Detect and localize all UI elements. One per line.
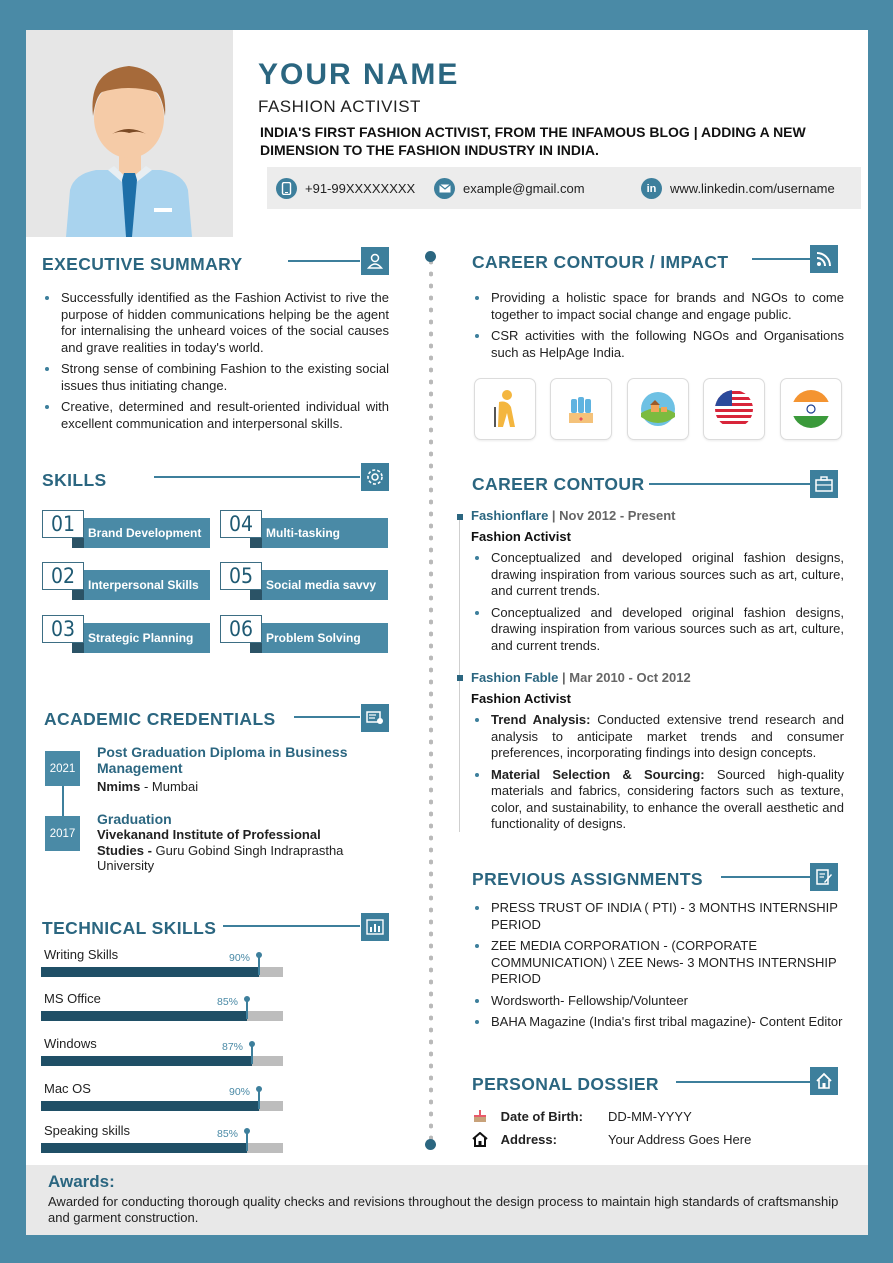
edu-location: Guru Gobind Singh Indraprastha University (97, 842, 344, 873)
user-icon (361, 247, 389, 275)
job-role: Fashion Activist (471, 691, 571, 706)
skill-item (220, 510, 388, 546)
address-value: Your Address Goes Here (608, 1132, 752, 1147)
skill-shadow (250, 590, 262, 600)
career-impact-heading: CAREER CONTOUR / IMPACT (472, 252, 729, 272)
contact-linkedin[interactable] (641, 178, 835, 199)
career-timeline-rule (459, 514, 460, 832)
skill-shadow (72, 643, 84, 653)
tech-skill-bar (41, 1056, 283, 1066)
skill-label: Brand Development (72, 518, 210, 548)
skill-label: Multi-tasking (250, 518, 388, 548)
edu-year-badge: 2017 (45, 816, 80, 851)
list-item: Wordsworth- Fellowship/Volunteer (472, 993, 844, 1010)
tech-skill-percent: 85% (217, 1128, 239, 1140)
list-item: Creative, determined and result-oriented individual with excellent communication and interpersonal skills. (42, 399, 389, 432)
skill-number: 01 (42, 510, 84, 538)
usa-flag-icon (703, 378, 765, 440)
section-rule (154, 476, 360, 478)
job-company: Fashionflare (471, 508, 549, 523)
list-item: Trend Analysis: Conducted extensive trend research and analysis to anticipate market trends and consumer preferences, incorporating findings into design concepts. (472, 712, 844, 762)
executive-summary-list (42, 290, 389, 437)
list-item: Conceptualized and developed original fashion designs, drawing inspiration from various sources such as art, culture, and current trends. (472, 605, 844, 655)
job-points (472, 712, 844, 838)
skill-label: Problem Solving (250, 623, 388, 653)
rss-icon (810, 245, 838, 273)
column-divider (429, 256, 433, 1146)
personal-dossier-heading: PERSONAL DOSSIER (472, 1074, 659, 1094)
skill-number: 04 (220, 510, 262, 538)
tech-skill-bar (41, 967, 283, 977)
tech-skill-label: MS Office (44, 991, 101, 1006)
edit-note-icon (810, 863, 838, 891)
awards-heading: Awards: (48, 1172, 115, 1191)
resume-page (26, 30, 868, 1235)
page-title: YOUR NAME (258, 58, 460, 91)
india-flag-icon (780, 378, 842, 440)
section-rule (752, 258, 810, 260)
home-icon (810, 1067, 838, 1095)
phone-icon (276, 178, 297, 199)
avatar (26, 30, 233, 237)
bar-chart-icon (361, 913, 389, 941)
charity-donation-icon (550, 378, 612, 440)
helpage-elderly-icon (474, 378, 536, 440)
house-icon (472, 1132, 488, 1150)
skill-number: 02 (42, 562, 84, 590)
awards-section (26, 1165, 868, 1235)
list-item: PRESS TRUST OF INDIA ( PTI) - 3 MONTHS INTERNSHIP PERIOD (472, 900, 844, 933)
list-item: Providing a holistic space for brands and NGOs to come together to impact social change and engage public. (472, 290, 844, 323)
skill-item (220, 615, 388, 651)
list-item: Conceptualized and developed original fashion designs, drawing inspiration from various sources such as art, culture, and current trends. (472, 550, 844, 600)
skill-shadow (72, 538, 84, 548)
edu-institution-name: Vivekanand Institute of Professional Studies - (97, 827, 321, 858)
edu-institution-name: Nmims (97, 779, 141, 794)
address-label: Address: (500, 1132, 557, 1148)
skill-number: 05 (220, 562, 262, 590)
skill-label: Social media savvy (250, 570, 388, 600)
edu-institution (97, 827, 362, 874)
section-rule (288, 260, 360, 262)
job-company: Fashion Fable (471, 670, 559, 685)
skill-item (42, 615, 210, 651)
address-row (472, 1132, 752, 1150)
tech-skill-marker (258, 1089, 260, 1109)
previous-assignments-heading: PREVIOUS ASSIGNMENTS (472, 869, 703, 889)
briefcase-icon (810, 470, 838, 498)
avatar-illustration (26, 30, 233, 237)
phone-number: +91-99XXXXXXXX (305, 181, 416, 196)
list-item: Successfully identified as the Fashion Activist to rive the purpose of hidden communications helping be the agent for internalising the unheard voices of the social causes and grave realities in today's world. (42, 290, 389, 356)
edu-year-badge: 2021 (45, 751, 80, 786)
tech-skill-bar-fill (41, 967, 259, 977)
awards-text: Awarded for conducting thorough quality checks and revisions throughout the design process to maintain high standards of craftsmanship and garment construction. (48, 1194, 839, 1225)
contact-bar (267, 167, 861, 209)
tech-skill-percent: 85% (217, 996, 239, 1008)
list-item: ZEE MEDIA CORPORATION - (CORPORATE COMMUNICATION) \ ZEE News- 3 MONTHS INTERNSHIP PERIOD (472, 938, 844, 988)
tech-skill-label: Speaking skills (44, 1123, 130, 1138)
edu-degree: Post Graduation Diploma in Business Management (97, 744, 348, 776)
executive-summary-heading: EXECUTIVE SUMMARY (42, 254, 243, 274)
job-header (471, 508, 676, 523)
linkedin-url: www.linkedin.com/username (670, 181, 835, 196)
edu-institution (97, 779, 198, 795)
job-points (472, 550, 844, 659)
list-item: Material Selection & Sourcing: Sourced high-quality materials and fabrics, considering factors such as texture, color, and sustainability, to enhance the overall aesthetic and functionality of designs. (472, 767, 844, 833)
skills-heading: SKILLS (42, 470, 107, 490)
skill-label: Interpersonal Skills (72, 570, 210, 600)
tech-skill-label: Mac OS (44, 1081, 91, 1096)
career-impact-list (472, 290, 844, 366)
tech-skill-marker (246, 1131, 248, 1151)
list-item: Strong sense of combining Fashion to the existing social issues thus initiating change. (42, 361, 389, 394)
job-dates: | Mar 2010 - Oct 2012 (558, 670, 691, 685)
tech-skill-bar (41, 1101, 283, 1111)
edu-degree: Graduation (97, 811, 172, 827)
tech-skill-bar-fill (41, 1011, 247, 1021)
previous-assignments-list (472, 900, 844, 1036)
skill-item (42, 510, 210, 546)
section-rule (294, 716, 360, 718)
tagline: INDIA'S FIRST FASHION ACTIVIST, FROM THE INFAMOUS BLOG | ADDING A NEW DIMENSION TO THE FASHION INDUSTRY IN INDIA. (260, 124, 806, 158)
career-contour-heading: CAREER CONTOUR (472, 474, 645, 494)
academic-heading: ACADEMIC CREDENTIALS (44, 709, 276, 729)
skill-number: 03 (42, 615, 84, 643)
edu-location: - Mumbai (140, 779, 199, 794)
list-item: CSR activities with the following NGOs and Organisations such as HelpAge India. (472, 328, 844, 361)
tech-skill-bar-fill (41, 1101, 259, 1111)
skill-item (42, 562, 210, 598)
job-role: Fashion Activist (471, 529, 571, 544)
tech-skill-percent: 87% (222, 1041, 244, 1053)
certificate-icon (361, 704, 389, 732)
email-icon (434, 178, 455, 199)
contact-email[interactable] (434, 178, 585, 199)
dob-label: Date of Birth: (500, 1109, 583, 1124)
tech-skill-bar-fill (41, 1056, 252, 1066)
divider-dot-top (425, 251, 436, 262)
section-rule (223, 925, 360, 927)
job-marker (457, 675, 463, 681)
skill-number: 06 (220, 615, 262, 643)
section-rule (721, 876, 810, 878)
tech-skill-marker (246, 999, 248, 1019)
tech-skill-percent: 90% (229, 1086, 251, 1098)
skills-gear-icon (361, 463, 389, 491)
job-marker (457, 514, 463, 520)
cake-icon (472, 1109, 488, 1126)
technical-skills-heading: TECHNICAL SKILLS (42, 918, 217, 938)
list-item: BAHA Magazine (India's first tribal magazine)- Content Editor (472, 1014, 844, 1031)
dob-row (472, 1109, 692, 1126)
contact-phone[interactable] (276, 178, 415, 199)
skill-shadow (250, 643, 262, 653)
skill-label: Strategic Planning (72, 623, 210, 653)
divider-dot-bottom (425, 1139, 436, 1150)
tech-skill-marker (258, 955, 260, 975)
skill-shadow (72, 590, 84, 600)
section-rule (649, 483, 810, 485)
skill-item (220, 562, 388, 598)
tech-skill-label: Writing Skills (44, 947, 119, 962)
tech-skill-percent: 90% (229, 952, 251, 964)
section-rule (676, 1081, 810, 1083)
skill-shadow (250, 538, 262, 548)
job-dates: | Nov 2012 - Present (548, 508, 676, 523)
tech-skill-bar-fill (41, 1143, 247, 1153)
village-landscape-icon (627, 378, 689, 440)
job-role-title: FASHION ACTIVIST (258, 97, 421, 116)
email-address: example@gmail.com (463, 181, 585, 196)
tech-skill-label: Windows (44, 1036, 97, 1051)
tech-skill-marker (251, 1044, 253, 1064)
linkedin-icon: in (641, 178, 662, 199)
dob-value: DD-MM-YYYY (608, 1109, 692, 1124)
job-header (471, 670, 691, 685)
